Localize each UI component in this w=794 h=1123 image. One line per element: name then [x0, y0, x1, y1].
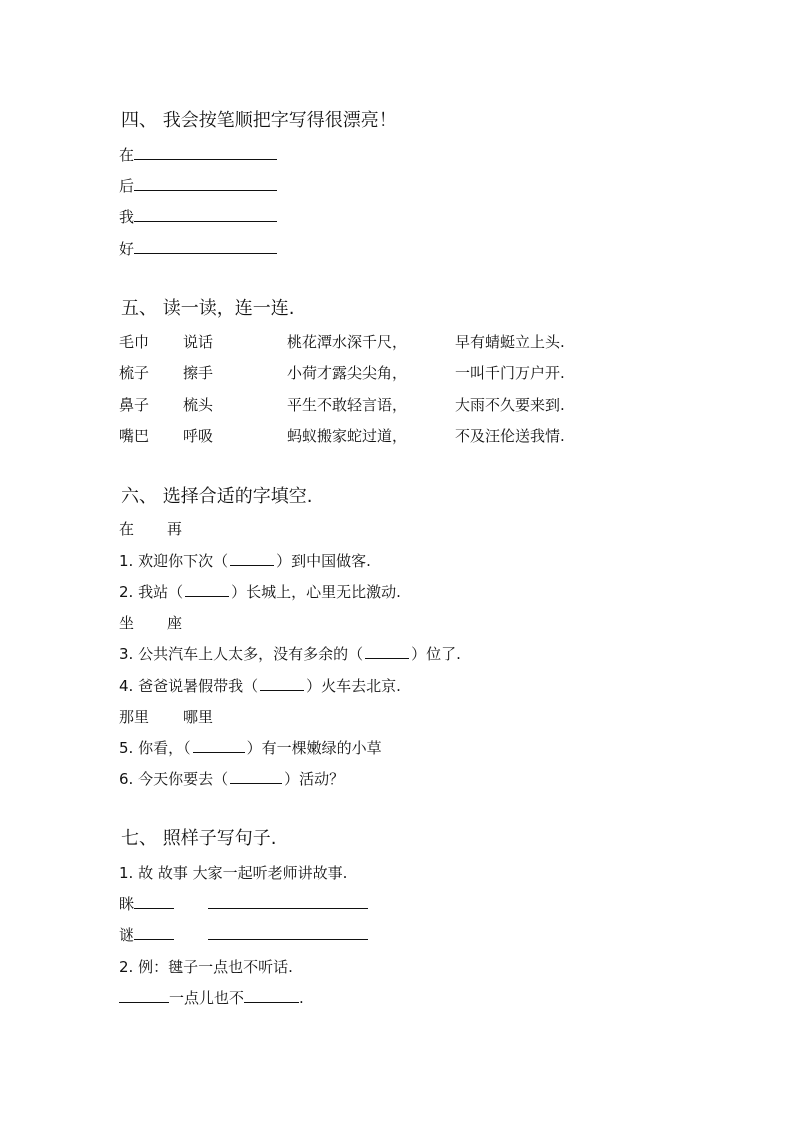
question-6 — [119, 768, 344, 789]
section7-title: 七、 照样子写句子. — [121, 828, 277, 849]
word-char: 眯 — [119, 895, 135, 913]
match-item[interactable]: 说话 — [183, 333, 214, 351]
question-4 — [119, 675, 401, 696]
question-text: 1. 欢迎你下次（ — [119, 552, 229, 570]
match-item[interactable]: 蚂蚁搬家蛇过道， — [287, 427, 408, 445]
pattern-line — [119, 987, 304, 1008]
choice-char: 再 — [167, 520, 183, 538]
question-text: ）火车去北京. — [306, 677, 401, 695]
match-item[interactable]: 鼻子 — [119, 396, 150, 414]
fill-blank[interactable] — [260, 676, 304, 691]
pattern-text: 一点儿也不 — [169, 989, 245, 1007]
write-blank[interactable] — [134, 207, 277, 222]
question-text: 4. 爸爸说暑假带我（ — [119, 677, 259, 695]
question-5 — [119, 737, 382, 758]
example-2: 2. 例：毽子一点也不听话. — [119, 958, 293, 976]
section5-title: 五、 读一读，连一连. — [121, 298, 295, 319]
write-blank[interactable] — [134, 239, 277, 254]
choice-char: 在 — [119, 520, 135, 538]
pattern-blank[interactable] — [119, 988, 169, 1003]
question-text: 2. 我站（ — [119, 583, 184, 601]
word-blank[interactable] — [134, 894, 174, 909]
match-item[interactable]: 呼吸 — [183, 427, 214, 445]
write-blank[interactable] — [134, 176, 277, 191]
section6-title: 六、 选择合适的字填空. — [121, 486, 313, 507]
sentence-blank[interactable] — [208, 894, 368, 909]
question-text: 6. 今天你要去（ — [119, 770, 229, 788]
question-1 — [119, 550, 371, 571]
question-2 — [119, 581, 401, 602]
question-text: ）有一棵嫩绿的小草 — [246, 739, 382, 757]
match-item[interactable]: 平生不敢轻言语， — [287, 396, 408, 414]
fill-blank[interactable] — [230, 551, 274, 566]
match-item[interactable]: 不及汪伦送我情. — [455, 427, 565, 445]
write-line-4 — [119, 238, 277, 259]
write-char: 后 — [119, 177, 135, 195]
match-item[interactable]: 大雨不久要来到. — [455, 396, 565, 414]
sentence-blank[interactable] — [208, 925, 368, 940]
fill-blank[interactable] — [193, 738, 245, 753]
pattern-blank[interactable] — [244, 988, 299, 1003]
question-text: 5. 你看，（ — [119, 739, 191, 757]
question-text: ）到中国做客. — [276, 552, 371, 570]
match-item[interactable]: 梳子 — [119, 364, 150, 382]
fill-blank[interactable] — [365, 644, 409, 659]
word-line-2 — [119, 924, 174, 945]
choice-char: 坐 — [119, 614, 135, 632]
write-char: 在 — [119, 146, 135, 164]
fill-blank[interactable] — [185, 582, 229, 597]
question-text: ）长城上，心里无比激动. — [231, 583, 401, 601]
match-item[interactable]: 梳头 — [183, 396, 214, 414]
write-line-3 — [119, 206, 277, 227]
pattern-text: . — [299, 989, 304, 1007]
match-item[interactable]: 一叫千门万户开. — [455, 364, 565, 382]
write-blank[interactable] — [134, 145, 277, 160]
match-item[interactable]: 擦手 — [183, 364, 214, 382]
question-3 — [119, 643, 461, 664]
section4-title: 四、 我会按笔顺把字写得很漂亮！ — [121, 110, 397, 131]
write-char: 我 — [119, 208, 135, 226]
example-1: 1. 故 故事 大家一起听老师讲故事. — [119, 864, 348, 882]
choice-char: 哪里 — [183, 708, 214, 726]
word-char: 谜 — [119, 926, 135, 944]
fill-blank[interactable] — [230, 769, 282, 784]
question-text: ）活动？ — [284, 770, 345, 788]
choice-char: 座 — [167, 614, 183, 632]
word-line-1 — [119, 893, 174, 914]
match-item[interactable]: 毛巾 — [119, 333, 150, 351]
question-text: ）位了. — [411, 645, 461, 663]
match-item[interactable]: 嘴巴 — [119, 427, 150, 445]
match-item[interactable]: 桃花潭水深千尺， — [287, 333, 408, 351]
word-blank[interactable] — [134, 925, 174, 940]
write-char: 好 — [119, 240, 135, 258]
match-item[interactable]: 早有蜻蜓立上头. — [455, 333, 565, 351]
match-item[interactable]: 小荷才露尖尖角， — [287, 364, 408, 382]
write-line-1 — [119, 144, 277, 165]
question-text: 3. 公共汽车上人太多，没有多余的（ — [119, 645, 364, 663]
choice-char: 那里 — [119, 708, 150, 726]
write-line-2 — [119, 175, 277, 196]
